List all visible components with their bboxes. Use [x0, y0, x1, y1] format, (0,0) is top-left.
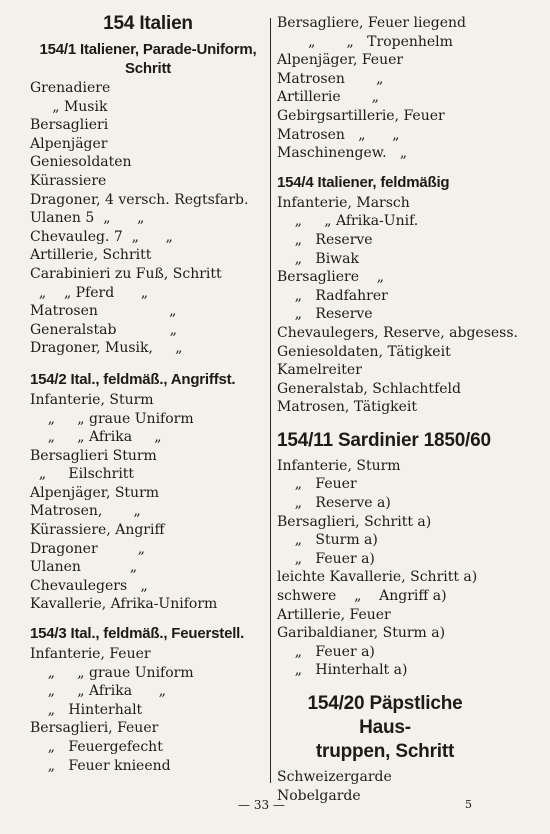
list-item: Chevauleg. 7 „ „ [30, 228, 173, 245]
list-item: Chevaulegers, Reserve, abgesess. [277, 324, 519, 341]
list-item: Grenadiere [30, 80, 111, 96]
list-item: „ „ Pferd „ [30, 284, 149, 301]
section-heading [30, 40, 266, 78]
list-item: „ Feuer a) [277, 643, 375, 660]
list-item: Nobelgarde [277, 787, 361, 804]
list-item: „ Musik [30, 98, 108, 115]
section-list [277, 768, 539, 805]
list-item: Matrosen, Tätigkeit [277, 399, 418, 416]
section-list [30, 79, 266, 358]
list-item: Infanterie, Marsch [277, 194, 410, 211]
list-item: „ Sturm a) [277, 532, 378, 549]
list-item: Infanterie, Feuer [30, 646, 151, 663]
list-item: „ Radfahrer [277, 287, 388, 304]
list-item: Bersagliere, Feuer liegend [277, 15, 467, 31]
list-item: „ Eilschritt [30, 466, 135, 483]
list-item: Matrosen „ [30, 303, 177, 320]
list-item: Bersaglieri Sturm [30, 447, 157, 464]
list-item: Bersaglieri, Schritt a) [277, 513, 432, 530]
list-item: Kürassiere, Angriff [30, 522, 165, 539]
section-heading: 154/3 Ital., feldmäß., Feuerstell. [30, 625, 245, 643]
right-column [277, 14, 539, 805]
page-title: 154 Italien [103, 13, 193, 34]
list-item: Bersaglieri, Feuer [30, 720, 159, 737]
list-item: „ „ graue Uniform [30, 664, 194, 681]
list-item: Garibaldianer, Sturm a) [277, 625, 446, 642]
list-item: „ Reserve [277, 231, 373, 248]
column-divider [270, 18, 271, 783]
list-item: Matrosen „ [277, 70, 384, 87]
list-item: Matrosen, „ [30, 503, 141, 520]
left-column [30, 14, 266, 775]
list-item: „ „ Afrika „ [30, 429, 162, 446]
list-item: Artillerie, Feuer [277, 606, 391, 623]
section-heading: 154/11 Sardinier 1850/60 [277, 429, 491, 451]
list-item: „ Hinterhalt [30, 701, 143, 718]
list-item: „ Feuergefecht [30, 739, 163, 755]
list-item: Bersaglieri [30, 117, 109, 134]
list-item: „ „ Tropenhelm [277, 33, 453, 50]
list-item: Kürassiere [30, 172, 107, 189]
list-item: „ Reserve a) [277, 495, 391, 512]
list-item: Maschinengew. „ [277, 145, 408, 162]
list-item: „ Hinterhalt a) [277, 662, 408, 679]
section-list [277, 194, 539, 417]
list-item: Artillerie „ [277, 89, 380, 106]
list-item: Alpenjäger, Sturm [30, 484, 160, 501]
list-item: Ulanen 5 „ „ [30, 210, 145, 227]
list-item: Infanterie, Sturm [30, 391, 154, 408]
page-number: — 33 — [238, 798, 285, 812]
list-item: leichte Kavallerie, Schritt a) [277, 569, 478, 586]
list-item: Generalstab „ [30, 321, 178, 338]
list-item: „ Feuer a) [277, 550, 375, 567]
list-item: Dragoner, Musik, „ [30, 340, 183, 357]
list-item: Geniesoldaten, Tätigkeit [277, 343, 451, 360]
list-item: Infanterie, Sturm [277, 457, 401, 474]
section-list [30, 391, 266, 614]
list-item: „ Feuer [277, 476, 357, 493]
list-item: Chevaulegers „ [30, 577, 148, 594]
list-item: „ „ Afrika-Unif. [277, 213, 419, 230]
list-item: Alpenjäger, Feuer [277, 52, 404, 69]
list-item: „ Biwak [277, 250, 359, 267]
list-item: „ „ graue Uniform [30, 410, 194, 427]
section-heading: 154/4 Italiener, feldmäßig [277, 173, 450, 191]
list-item: Kavallerie, Afrika-Uniform [30, 596, 218, 613]
list-item: „ „ Afrika „ [30, 683, 167, 700]
list-item: Bersagliere „ [277, 269, 385, 286]
list-item: Schweizergarde [277, 769, 392, 785]
signature-mark: 5 [465, 798, 472, 811]
list-item: Dragoner „ [30, 540, 145, 557]
list-item: Generalstab, Schlachtfeld [277, 380, 461, 397]
list-item: schwere „ Angriff a) [277, 588, 447, 605]
list-item: Gebirgsartillerie, Feuer [277, 107, 445, 124]
list-item: Carabinieri zu Fuß, Schritt [30, 265, 222, 282]
list-item: Ulanen „ [30, 559, 138, 576]
list-item: „ Reserve [277, 306, 373, 323]
list-item: Alpenjäger [30, 135, 108, 152]
list-item: Matrosen „ „ [277, 126, 400, 143]
section-list [30, 645, 266, 775]
section-list [277, 457, 539, 680]
list-item: „ Feuer knieend [30, 757, 171, 774]
list-item: Geniesoldaten [30, 154, 132, 171]
section-heading: 154/20 Päpstliche Haus- truppen, Schritt [307, 693, 463, 762]
section-heading: 154/2 Ital., feldmäß., Angriffst. [30, 370, 236, 388]
list-item: Kamelreiter [277, 362, 362, 379]
intro-list [277, 14, 539, 163]
list-item: Dragoner, 4 versch. Regtsfarb. [30, 191, 249, 208]
list-item: Artillerie, Schritt [30, 247, 152, 264]
section-heading-text: 154/1 Italiener, Parade-Uniform, Schritt [39, 41, 257, 77]
